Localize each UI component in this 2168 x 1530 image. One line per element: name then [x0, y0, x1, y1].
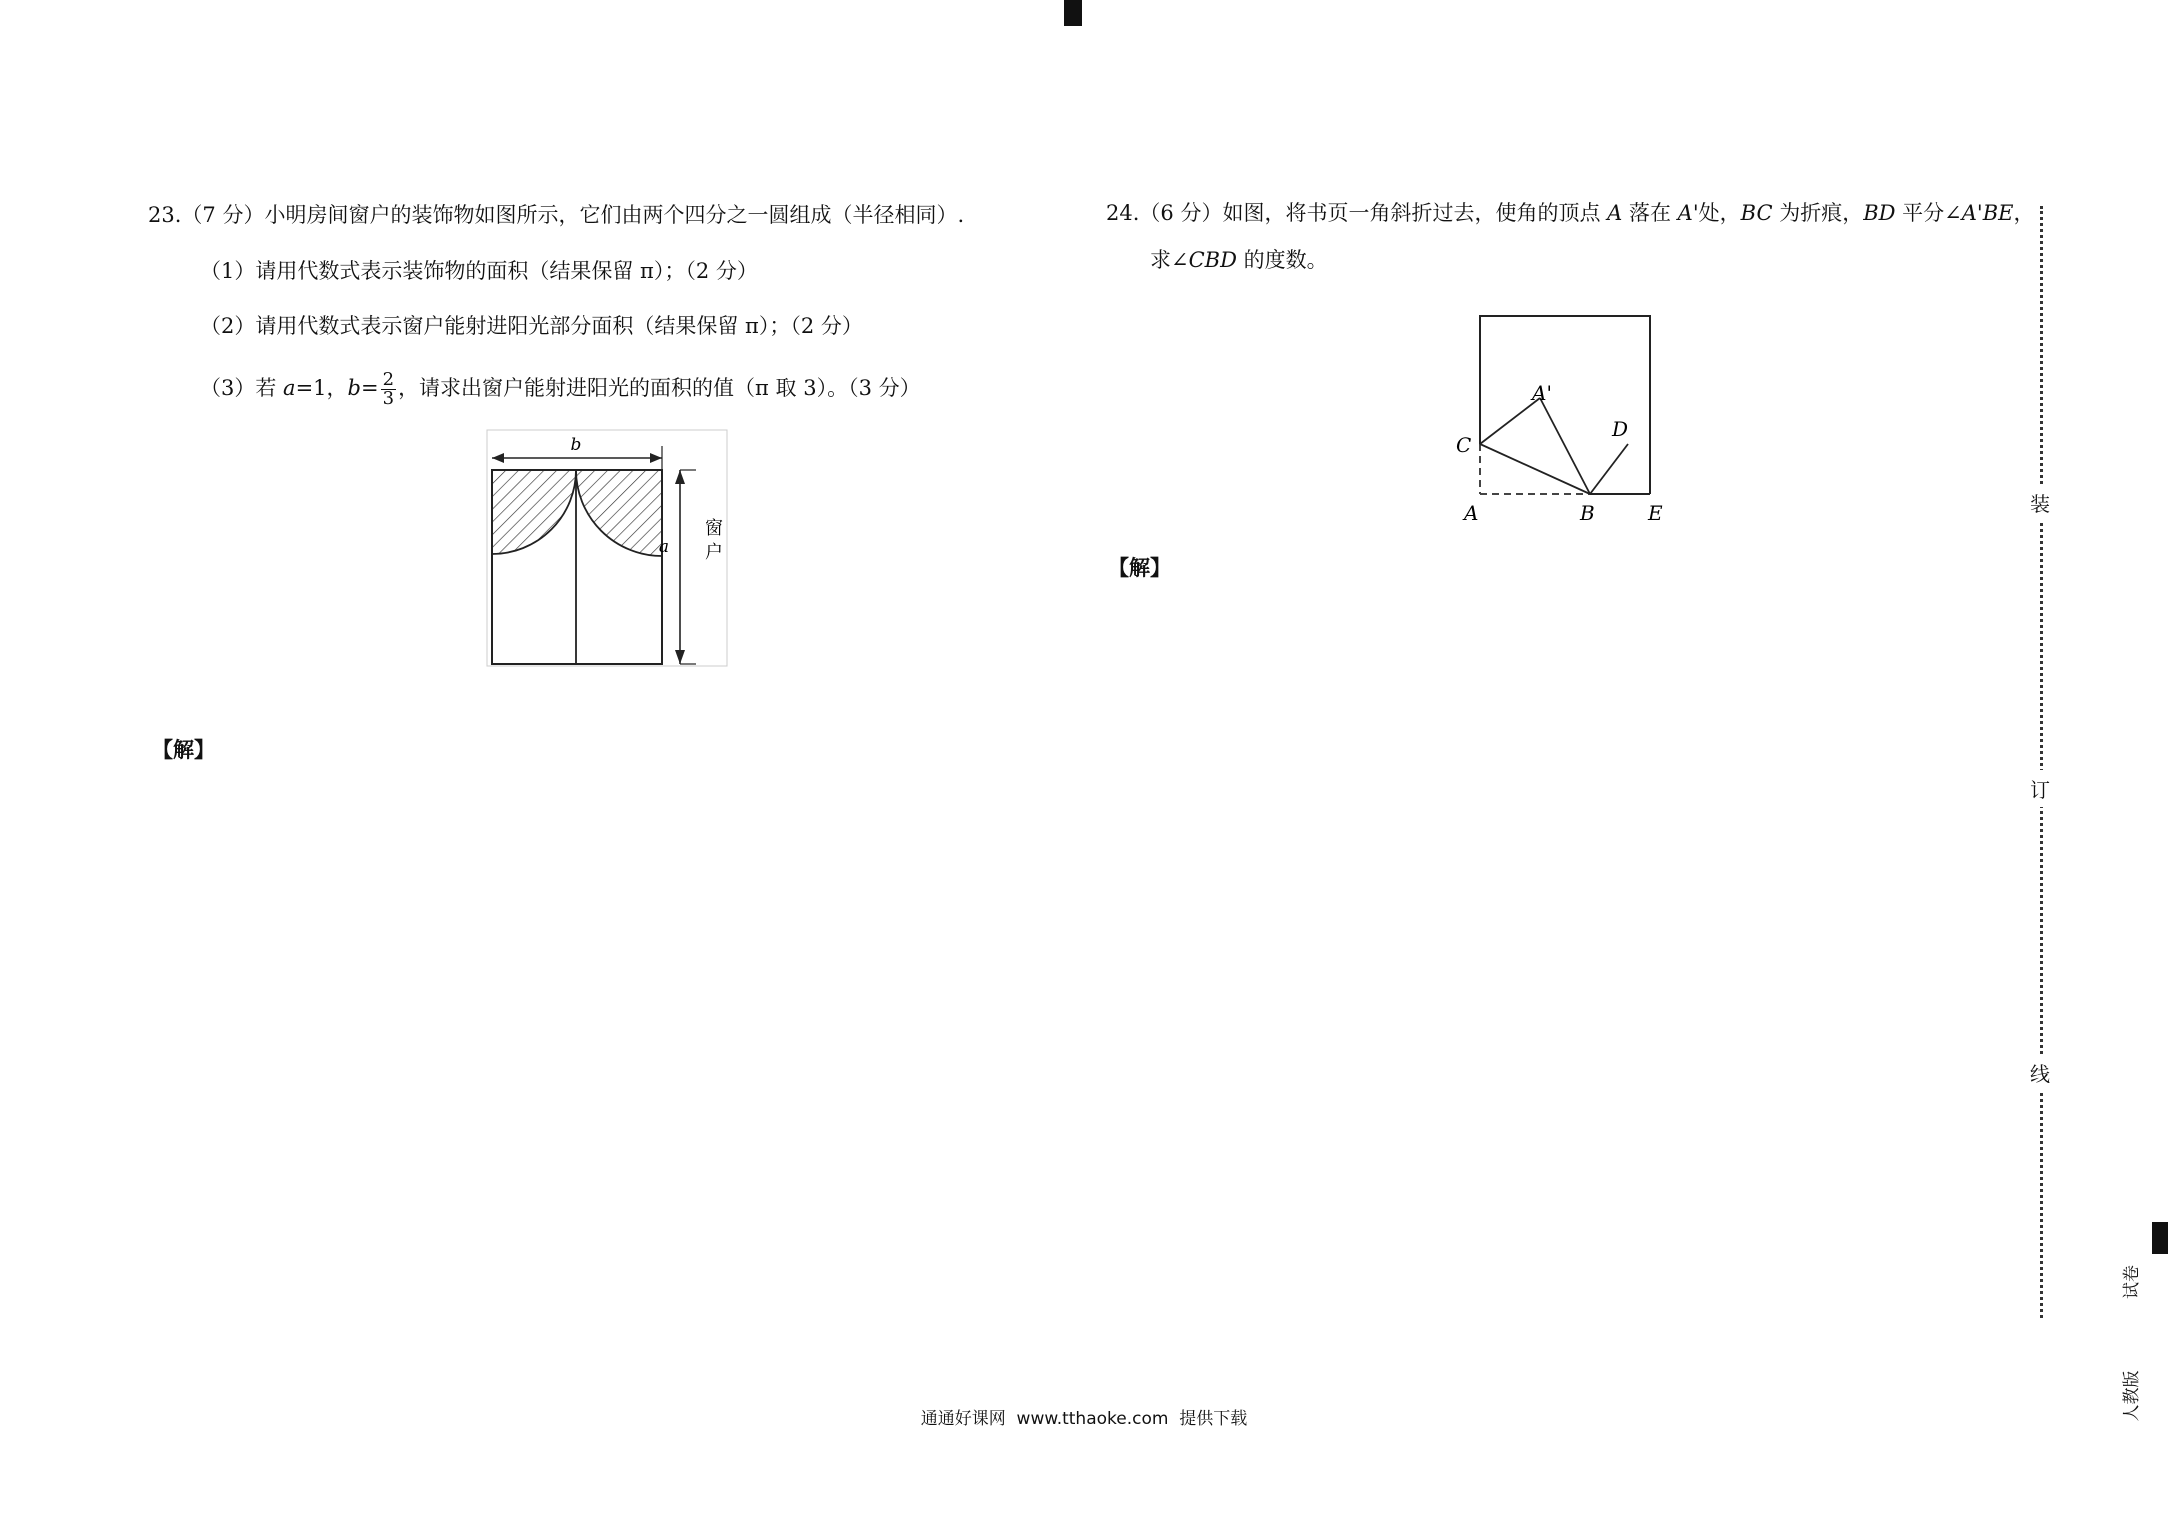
q23-stem-text: 小明房间窗户的装饰物如图所示，它们由两个四分之一圆组成（半径相同）.	[264, 203, 965, 227]
q24-fig-label-B: B	[1580, 501, 1595, 525]
footer-source: 通通好课网 www.tthaoke.com 提供下载	[920, 1409, 1248, 1429]
q23-fig-label-window-2: 户	[705, 542, 723, 563]
top-registration-mark	[1064, 0, 1082, 26]
q24-answer-label: 【解】	[1108, 555, 1171, 580]
binding-label-ding: 订	[2030, 770, 2050, 807]
q24-score: （6 分）	[1139, 201, 1223, 225]
margin-label-test-paper: 试卷	[2122, 1265, 2142, 1299]
binding-label-zhuang: 装	[2030, 484, 2050, 521]
q24-stem-line2: 求∠CBD 的度数。	[1150, 248, 1328, 272]
q23-answer-label: 【解】	[152, 737, 215, 762]
q23-part2: （2）请用代数式表示窗户能射进阳光部分面积（结果保留 π）；（2 分）	[200, 314, 863, 338]
q24-fig-label-D: D	[1612, 417, 1629, 441]
q23-window-figure	[484, 428, 734, 668]
binding-dotted-line	[2040, 206, 2043, 1318]
binding-label-xian: 线	[2030, 1054, 2050, 1091]
q23-stem	[148, 200, 964, 230]
q23-fig-label-window-1: 窗	[705, 518, 723, 539]
q24-fig-label-C: C	[1456, 433, 1472, 457]
fraction-two-thirds: $\frac{2}{3}$	[382, 369, 395, 409]
q23-number: 23.	[148, 203, 182, 227]
q24-number: 24.	[1106, 201, 1140, 225]
q24-fig-label-A-prime: A'	[1532, 381, 1552, 405]
right-registration-mark	[2152, 1222, 2168, 1254]
q23-fig-label-a: a	[658, 537, 670, 557]
q23-fig-label-b: b	[570, 435, 582, 455]
q24-fold-figure	[1450, 308, 1690, 528]
q23-part1: （1）请用代数式表示装饰物的面积（结果保留 π）；（2 分）	[200, 259, 758, 283]
q24-fig-label-A: A	[1464, 501, 1479, 525]
q23-part3: （3）若 a=1，b= $\frac{2}{3}$ ，请求出窗户能射进阳光的面积的值（π 取 3）。（3 分）	[200, 369, 921, 409]
q24-fig-label-E: E	[1648, 501, 1663, 525]
margin-label-edition: 人教版	[2122, 1370, 2142, 1422]
q23-score: （7 分）	[181, 203, 265, 227]
q24-stem-line1: 24.（6 分）如图，将书页一角斜折过去，使角的顶点 A 落在 A'处，BC 为折痕，BD 平分∠A'BE，	[1106, 201, 2035, 225]
